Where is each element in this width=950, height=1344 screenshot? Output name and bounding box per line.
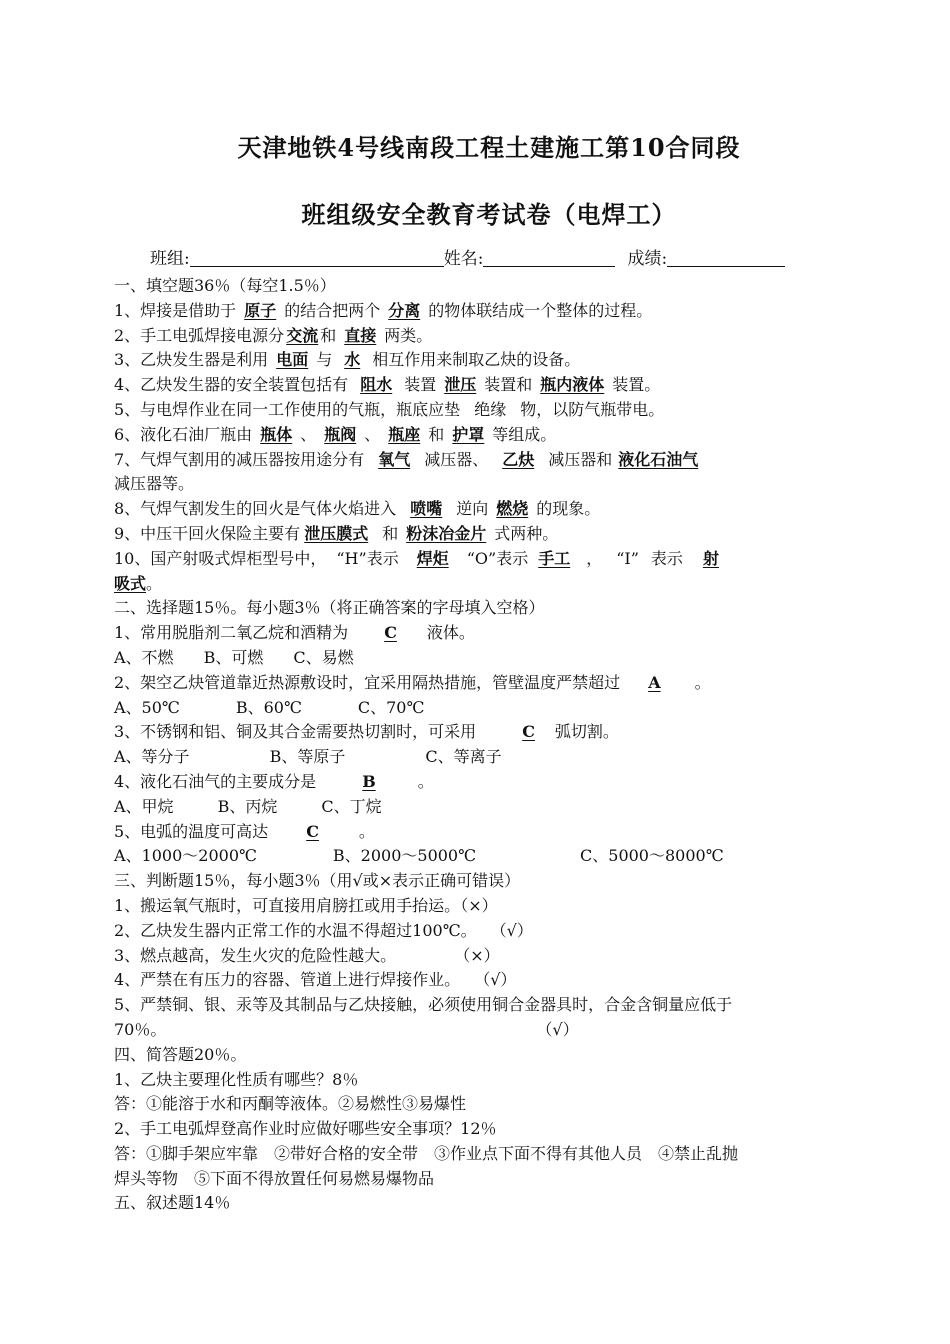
answer: 瓶座 xyxy=(388,424,421,444)
s1-question-2: 2、手工电弧焊接电源分 交流 和 直接 两类。 xyxy=(114,325,433,345)
judgement-mark: （×） xyxy=(454,945,500,965)
s1-question-10: 10、国产射吸式焊柜型号中， “H”表示 焊炬 “O”表示 手工 ， “I” 表示 射 xyxy=(114,548,719,568)
section-1-heading: 一、填空题36％（每空1.5％） xyxy=(114,276,336,295)
answer: 水 xyxy=(344,350,361,370)
answer: 液化石油气 xyxy=(618,449,699,469)
answer: 手工 xyxy=(538,548,571,568)
class-label: 班组: xyxy=(150,249,190,269)
s2-question-5: 5、电弧的温度可高达 C 。 xyxy=(114,821,375,841)
answer: 原子 xyxy=(244,300,277,320)
section-3-heading: 三、判断题15％，每小题3％（用√或×表示正确可错误） xyxy=(114,871,521,891)
s1-question-7: 7、气焊气割用的减压器按用途分有 氧气 减压器、 乙炔 减压器和 液化石油气 xyxy=(114,448,864,473)
s2-question-2-options: A、50℃ B、60℃ C、70℃ xyxy=(114,697,425,717)
section-2-heading: 二、选择题15％。每小题3％（将正确答案的字母填入空格） xyxy=(114,598,545,618)
s2-question-4-options: A、甲烷 B、丙烷 C、丁烷 xyxy=(114,796,382,816)
s4-answer-1: 答：①能溶于水和丙酮等液体。②易燃性③易爆性 xyxy=(114,1094,467,1114)
answer: 乙炔 xyxy=(502,449,535,469)
s2-question-1: 1、常用脱脂剂二氧乙烷和酒精为 C 液体。 xyxy=(114,623,475,643)
s3-question-4: 4、严禁在有压力的容器、管道上进行焊接作业。 （√） xyxy=(114,970,517,990)
section-4-heading: 四、简答题20％。 xyxy=(114,1044,247,1064)
answer: 阻水 xyxy=(360,375,393,395)
answer: 射 xyxy=(702,548,719,568)
answer: C xyxy=(306,821,319,841)
s1-question-4: 4、乙炔发生器的安全装置包括有 阻水 装置 泄压 装置和 瓶内液体 装置。 xyxy=(114,375,661,395)
s1-question-10-cont: 吸式。 xyxy=(114,573,163,593)
answer: 燃烧 xyxy=(496,499,529,519)
answer: 焊炬 xyxy=(416,548,449,568)
judgement-mark: （√） xyxy=(536,1019,579,1039)
answer: 交流 xyxy=(286,325,319,345)
answer: 分离 xyxy=(388,300,421,320)
s3-question-2: 2、乙炔发生器内正常工作的水温不得超过100℃。 （√） xyxy=(114,920,533,940)
exam-title-line1: 天津地铁4号线南段工程土建施工第10合同段 xyxy=(237,133,741,162)
answer: 绝缘 xyxy=(474,399,507,419)
s2-question-4: 4、液化石油气的主要成分是 B 。 xyxy=(114,771,434,791)
judgement-mark: （√） xyxy=(490,920,533,940)
s1-question-5: 5、与电焊作业在同一工作使用的气瓶，瓶底应垫 绝缘 物，以防气瓶带电。 xyxy=(114,399,665,419)
s1-question-9: 9、中压干回火保险主要有 泄压膜式 和 粉沫冶金片 式两种。 xyxy=(114,523,559,543)
judgement-mark: （×） xyxy=(460,895,498,915)
answer: 泄压 xyxy=(444,375,477,395)
section-5-heading: 五、叙述题14％ xyxy=(114,1193,231,1213)
s2-question-5-options: A、1000～2000℃ B、2000～5000℃ C、5000～8000℃ xyxy=(114,846,724,866)
answer: 氧气 xyxy=(378,449,411,469)
s4-question-1: 1、乙炔主要理化性质有哪些？8％ xyxy=(114,1069,359,1089)
answer: 泄压膜式 xyxy=(304,523,369,543)
s4-answer-2: 答：①脚手架应牢靠 ②带好合格的安全带 ③作业点下面不得有其他人员 ④禁止乱抛 xyxy=(114,1143,739,1163)
answer: 电面 xyxy=(276,350,309,370)
s4-question-2: 2、手工电弧焊登高作业时应做好哪些安全事项？12％ xyxy=(114,1119,497,1139)
s2-question-3-options: A、等分子 B、等原子 C、等离子 xyxy=(114,747,502,767)
s1-question-6: 6、液化石油厂瓶由 瓶体 、 瓶阀 、 瓶座 和 护罩 等组成。 xyxy=(114,424,557,444)
name-blank[interactable] xyxy=(483,248,615,267)
judgement-mark: （√） xyxy=(474,970,517,990)
answer: 护罩 xyxy=(452,424,485,444)
answer: A xyxy=(648,672,661,692)
class-blank[interactable] xyxy=(190,248,444,267)
answer: 瓶体 xyxy=(260,424,293,444)
answer: 吸式 xyxy=(114,573,147,593)
s1-question-1: 1、焊接是借助于 原子 的结合把两个 分离 的物体联结成一个整体的过程。 xyxy=(114,300,653,320)
name-label: 姓名: xyxy=(443,249,484,269)
s1-question-3: 3、乙炔发生器是利用 电面 与 水 相互作用来制取乙炔的设备。 xyxy=(114,350,581,370)
answer: 瓶内液体 xyxy=(540,375,605,395)
s2-question-3: 3、不锈钢和铝、铜及其合金需要热切割时，可采用 C 弧切割。 xyxy=(114,722,619,742)
student-info-row xyxy=(114,244,864,274)
answer: 粉沫冶金片 xyxy=(406,523,487,543)
score-label: 成绩: xyxy=(627,249,668,269)
answer: 喷嘴 xyxy=(410,499,443,519)
answer: 直接 xyxy=(344,325,377,345)
s2-question-2: 2、架空乙炔管道靠近热源敷设时，宜采用隔热措施，管壁温度严禁超过 A 。 xyxy=(114,672,711,692)
score-blank[interactable] xyxy=(667,248,785,267)
s1-question-7-cont: 减压器等。 xyxy=(114,474,195,494)
s4-answer-2-cont: 焊头等物 ⑤下面不得放置任何易燃易爆物品 xyxy=(114,1168,435,1188)
s3-question-5-cont: 70％。 （√） xyxy=(114,1019,579,1039)
s3-question-5: 5、严禁铜、银、汞等及其制品与乙炔接触，必须使用铜合金器具时，合金含铜量应低于 xyxy=(114,995,733,1015)
answer: 瓶阀 xyxy=(324,424,357,444)
s3-question-1: 1、搬运氧气瓶时，可直接用肩膀扛或用手抬运。（×） xyxy=(114,895,498,915)
s1-question-8: 8、气焊气割发生的回火是气体火焰进入 喷嘴 逆向 燃烧 的现象。 xyxy=(114,499,601,519)
exam-title-line2: 班组级安全教育考试卷（电焊工） xyxy=(301,200,677,229)
answer: C xyxy=(384,623,397,643)
s3-question-3: 3、燃点越高，发生火灾的危险性越大。 （×） xyxy=(114,945,500,965)
s2-question-1-options: A、不燃 B、可燃 C、易燃 xyxy=(114,647,354,667)
answer: B xyxy=(362,771,376,791)
answer: C xyxy=(522,722,535,742)
